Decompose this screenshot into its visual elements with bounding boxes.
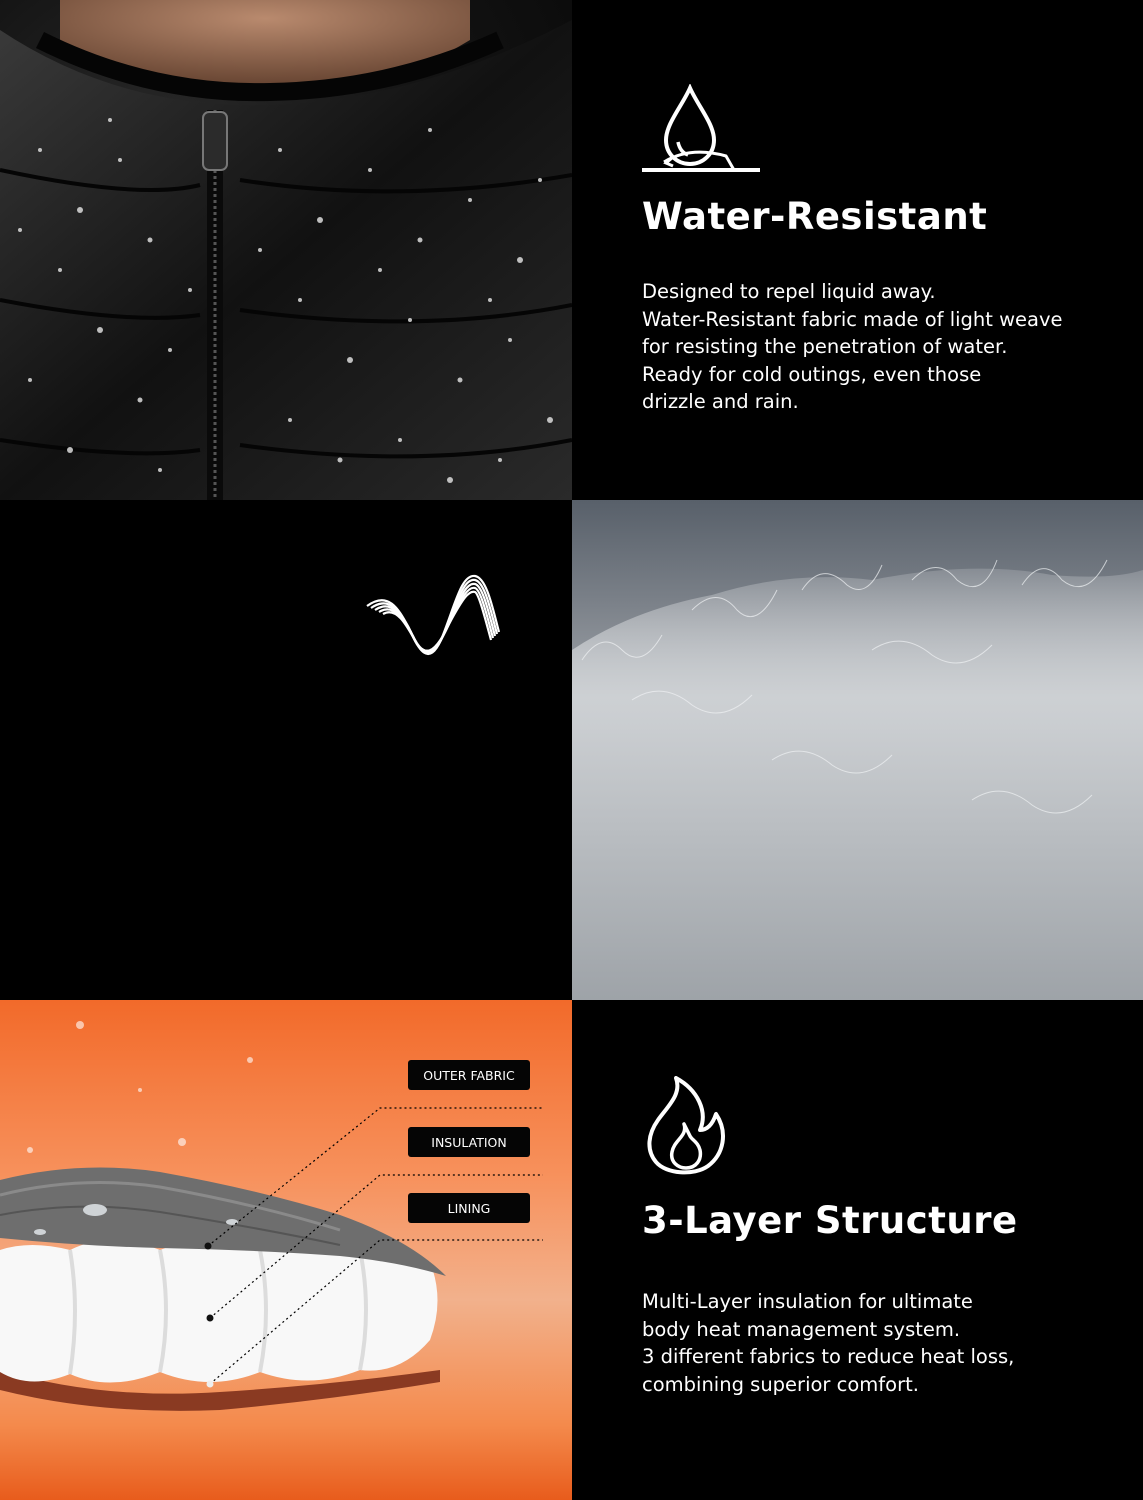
flame-icon bbox=[642, 1076, 728, 1180]
structure-description: Multi-Layer insulation for ultimate body heat management system. 3 different fabrics to reduce heat loss, combining superior comfort. bbox=[642, 1290, 1015, 1396]
water-drop-icon bbox=[642, 84, 762, 180]
water-resistant-title: Water-Resistant bbox=[642, 195, 988, 238]
insulation-label: INSULATION bbox=[408, 1127, 530, 1157]
fiber-texture bbox=[572, 500, 1143, 1000]
lining-label: LINING bbox=[408, 1193, 530, 1223]
insulation-fiber-photo bbox=[572, 500, 1143, 1000]
jacket-illustration bbox=[0, 0, 572, 500]
layer-diagram bbox=[0, 1000, 572, 1500]
outer-fabric-label: OUTER FABRIC bbox=[408, 1060, 530, 1090]
structure-title: 3-Layer Structure bbox=[642, 1199, 1018, 1242]
jacket-photo bbox=[0, 0, 572, 500]
structure-panel bbox=[572, 1000, 1143, 1500]
water-resistant-description: Designed to repel liquid away. Water-Resistant fabric made of light weave for resisting the penetration of water. Ready for cold outings, even those drizzle and rain. bbox=[642, 280, 1063, 413]
water-resistant-panel bbox=[572, 0, 1143, 500]
lightweight-wave-icon bbox=[365, 570, 501, 670]
